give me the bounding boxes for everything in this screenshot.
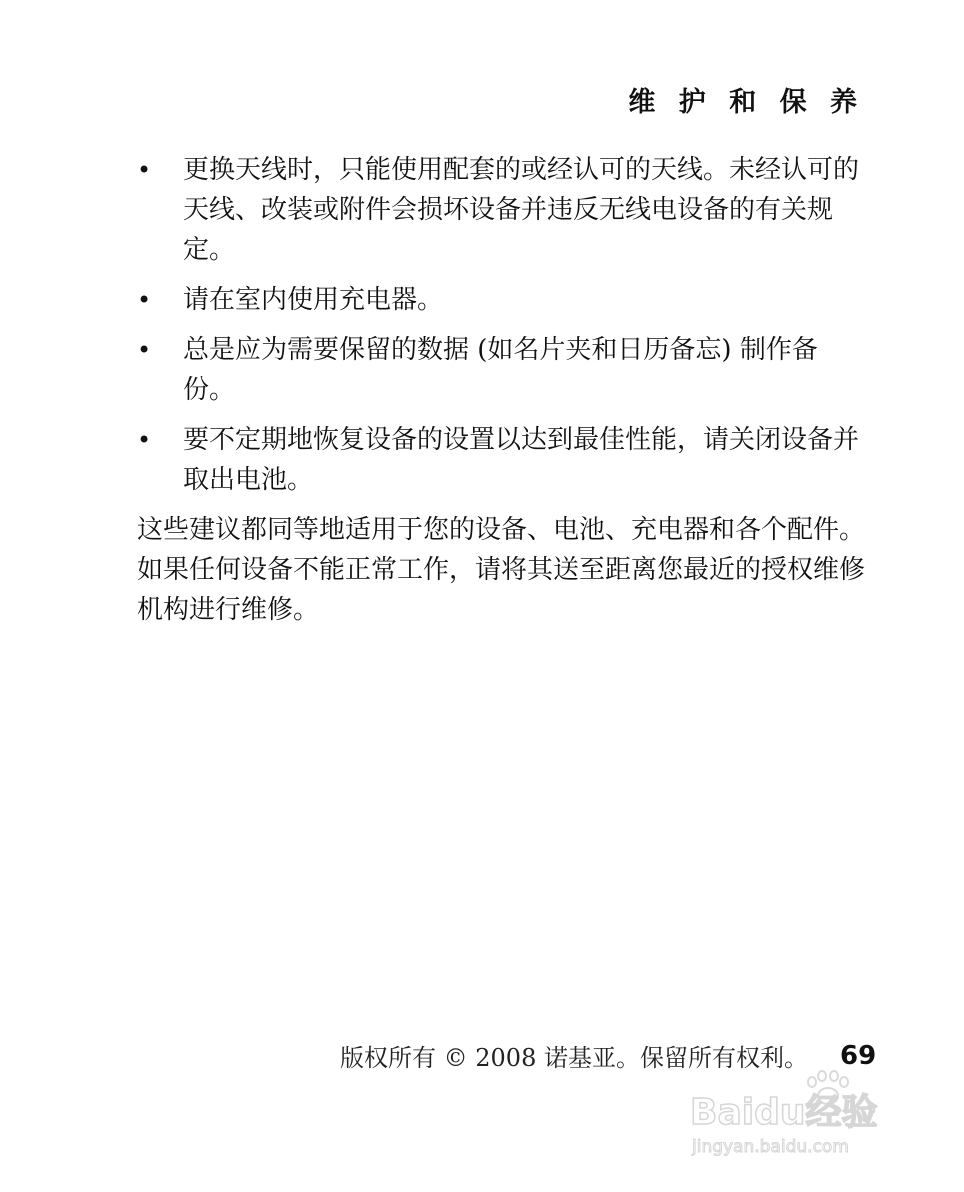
bullet-icon: • xyxy=(137,426,152,454)
bullet-icon: • xyxy=(137,156,152,184)
watermark-logo-text: Baidu经验 xyxy=(690,1092,878,1133)
list-item-text: 更换天线时，只能使用配套的或经认可的天线。未经认可的天线、改装或附件会损坏设备并违反无线电设备的有关规定。 xyxy=(183,155,860,265)
page-number: 69 xyxy=(840,1041,877,1071)
list-item xyxy=(137,280,867,320)
main-content xyxy=(137,150,867,630)
bullet-list xyxy=(137,150,867,500)
section-title: 维 护 和 保 养 xyxy=(628,87,864,118)
baidu-watermark xyxy=(686,1070,912,1160)
bullet-icon: • xyxy=(137,336,152,364)
list-item xyxy=(137,420,867,500)
list-item xyxy=(137,330,867,410)
list-item-text: 要不定期地恢复设备的设置以达到最佳性能，请关闭设备并取出电池。 xyxy=(183,425,860,495)
copyright-notice: 版权所有 © 2008 诺基亚。保留所有权利。 xyxy=(340,1044,808,1072)
list-item-text: 请在室内使用充电器。 xyxy=(183,285,444,315)
list-item-text: 总是应为需要保留的数据 (如名片夹和日历备忘) 制作备份。 xyxy=(183,335,818,405)
watermark-url-text: jingyan.baidu.com xyxy=(692,1137,849,1157)
bullet-icon: • xyxy=(137,286,152,314)
body-paragraph: 这些建议都同等地适用于您的设备、电池、充电器和各个配件。如果任何设备不能正常工作，请将其送至距离您最近的授权维修机构进行维修。 xyxy=(137,515,866,625)
list-item xyxy=(137,150,867,270)
